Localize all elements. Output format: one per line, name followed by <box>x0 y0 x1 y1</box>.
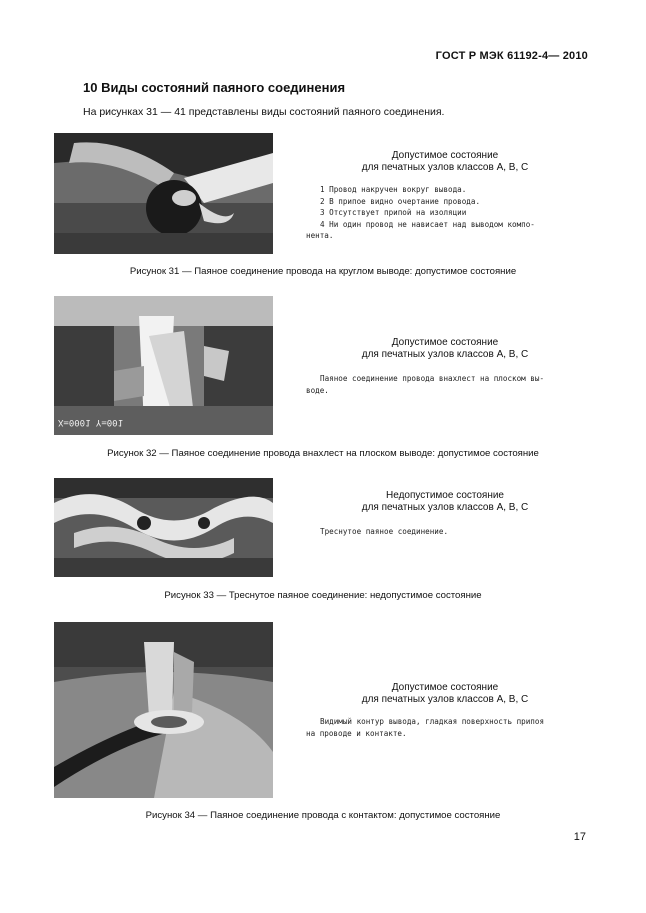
figure-33-note-1: Треснутое паяное соединение. <box>320 527 449 536</box>
figure-31-status-line1: Допустимое состояние <box>391 150 499 161</box>
figure-31-caption: Рисунок 31 — Паяное соединение провода на круглом выводе: допустимое состояние <box>129 266 517 277</box>
section-intro: На рисунках 31 — 41 представлены виды состояний паяного соединения. <box>83 106 445 118</box>
figure-33-notes <box>320 526 558 538</box>
figure-34-note-2: на проводе и контакте. <box>306 728 407 738</box>
figure-33-status-line1: Недопустимое состояние <box>386 490 504 501</box>
figure-31-status <box>315 150 575 174</box>
figure-31-note-1: 1 Провод накручен вокруг вывода. <box>320 185 467 194</box>
figure-34-notes <box>306 716 558 739</box>
figure-32-caption: Рисунок 32 — Паяное соединение провода внахлест на плоском выводе: допустимое состояние <box>107 448 539 459</box>
page-number: 17 <box>573 831 586 843</box>
figure-34-status <box>315 682 575 706</box>
figure-33-caption: Рисунок 33 — Треснутое паяное соединение: недопустимое состояние <box>164 590 482 601</box>
figure-31-note-4: 4 Ни один провод не нависает над выводом компо- <box>320 219 535 229</box>
figure-34-caption: Рисунок 34 — Паяное соединение провода с контактом: допустимое состояние <box>145 810 501 821</box>
section-title: 10 Виды состояний паяного соединения <box>83 80 346 95</box>
figure-33-status <box>315 490 575 514</box>
figure-31-notes <box>306 184 558 242</box>
figure-33-status-line2: для печатных узлов классов А, В, С <box>361 502 529 513</box>
figure-34-status-line1: Допустимое состояние <box>391 682 499 693</box>
figure-32-status-line2: для печатных узлов классов А, В, С <box>361 349 529 360</box>
figure-34-note-1: Видимый контур вывода, гладкая поверхность припоя <box>320 717 545 726</box>
figure-32-notes <box>306 373 558 396</box>
figure-32-status-line1: Допустимое состояние <box>391 337 499 348</box>
figure-34-photo <box>54 622 273 798</box>
figure-32-photo <box>54 296 273 435</box>
document-standard-header: ГОСТ Р МЭК 61192-4— 2010 <box>435 50 588 62</box>
figure-32-photo-overlay-text: X=0001 Y=001 <box>58 417 124 427</box>
figure-31-note-5: нента. <box>306 231 334 240</box>
figure-33-photo <box>54 478 273 577</box>
figure-32-note-1: Паяное соединение провода внахлест на плоском вы- <box>320 374 545 383</box>
figure-31-note-3: 3 Отсутствует припой на изоляции <box>320 208 467 217</box>
figure-31-status-line2: для печатных узлов классов А, В, С <box>361 162 529 173</box>
figure-32-status <box>315 337 575 361</box>
figure-34-status-line2: для печатных узлов классов А, В, С <box>361 694 529 705</box>
figure-31-note-2: 2 В припое видно очертание провода. <box>320 196 481 206</box>
figure-31-photo <box>54 133 273 254</box>
figure-32-note-2: воде. <box>306 385 329 395</box>
